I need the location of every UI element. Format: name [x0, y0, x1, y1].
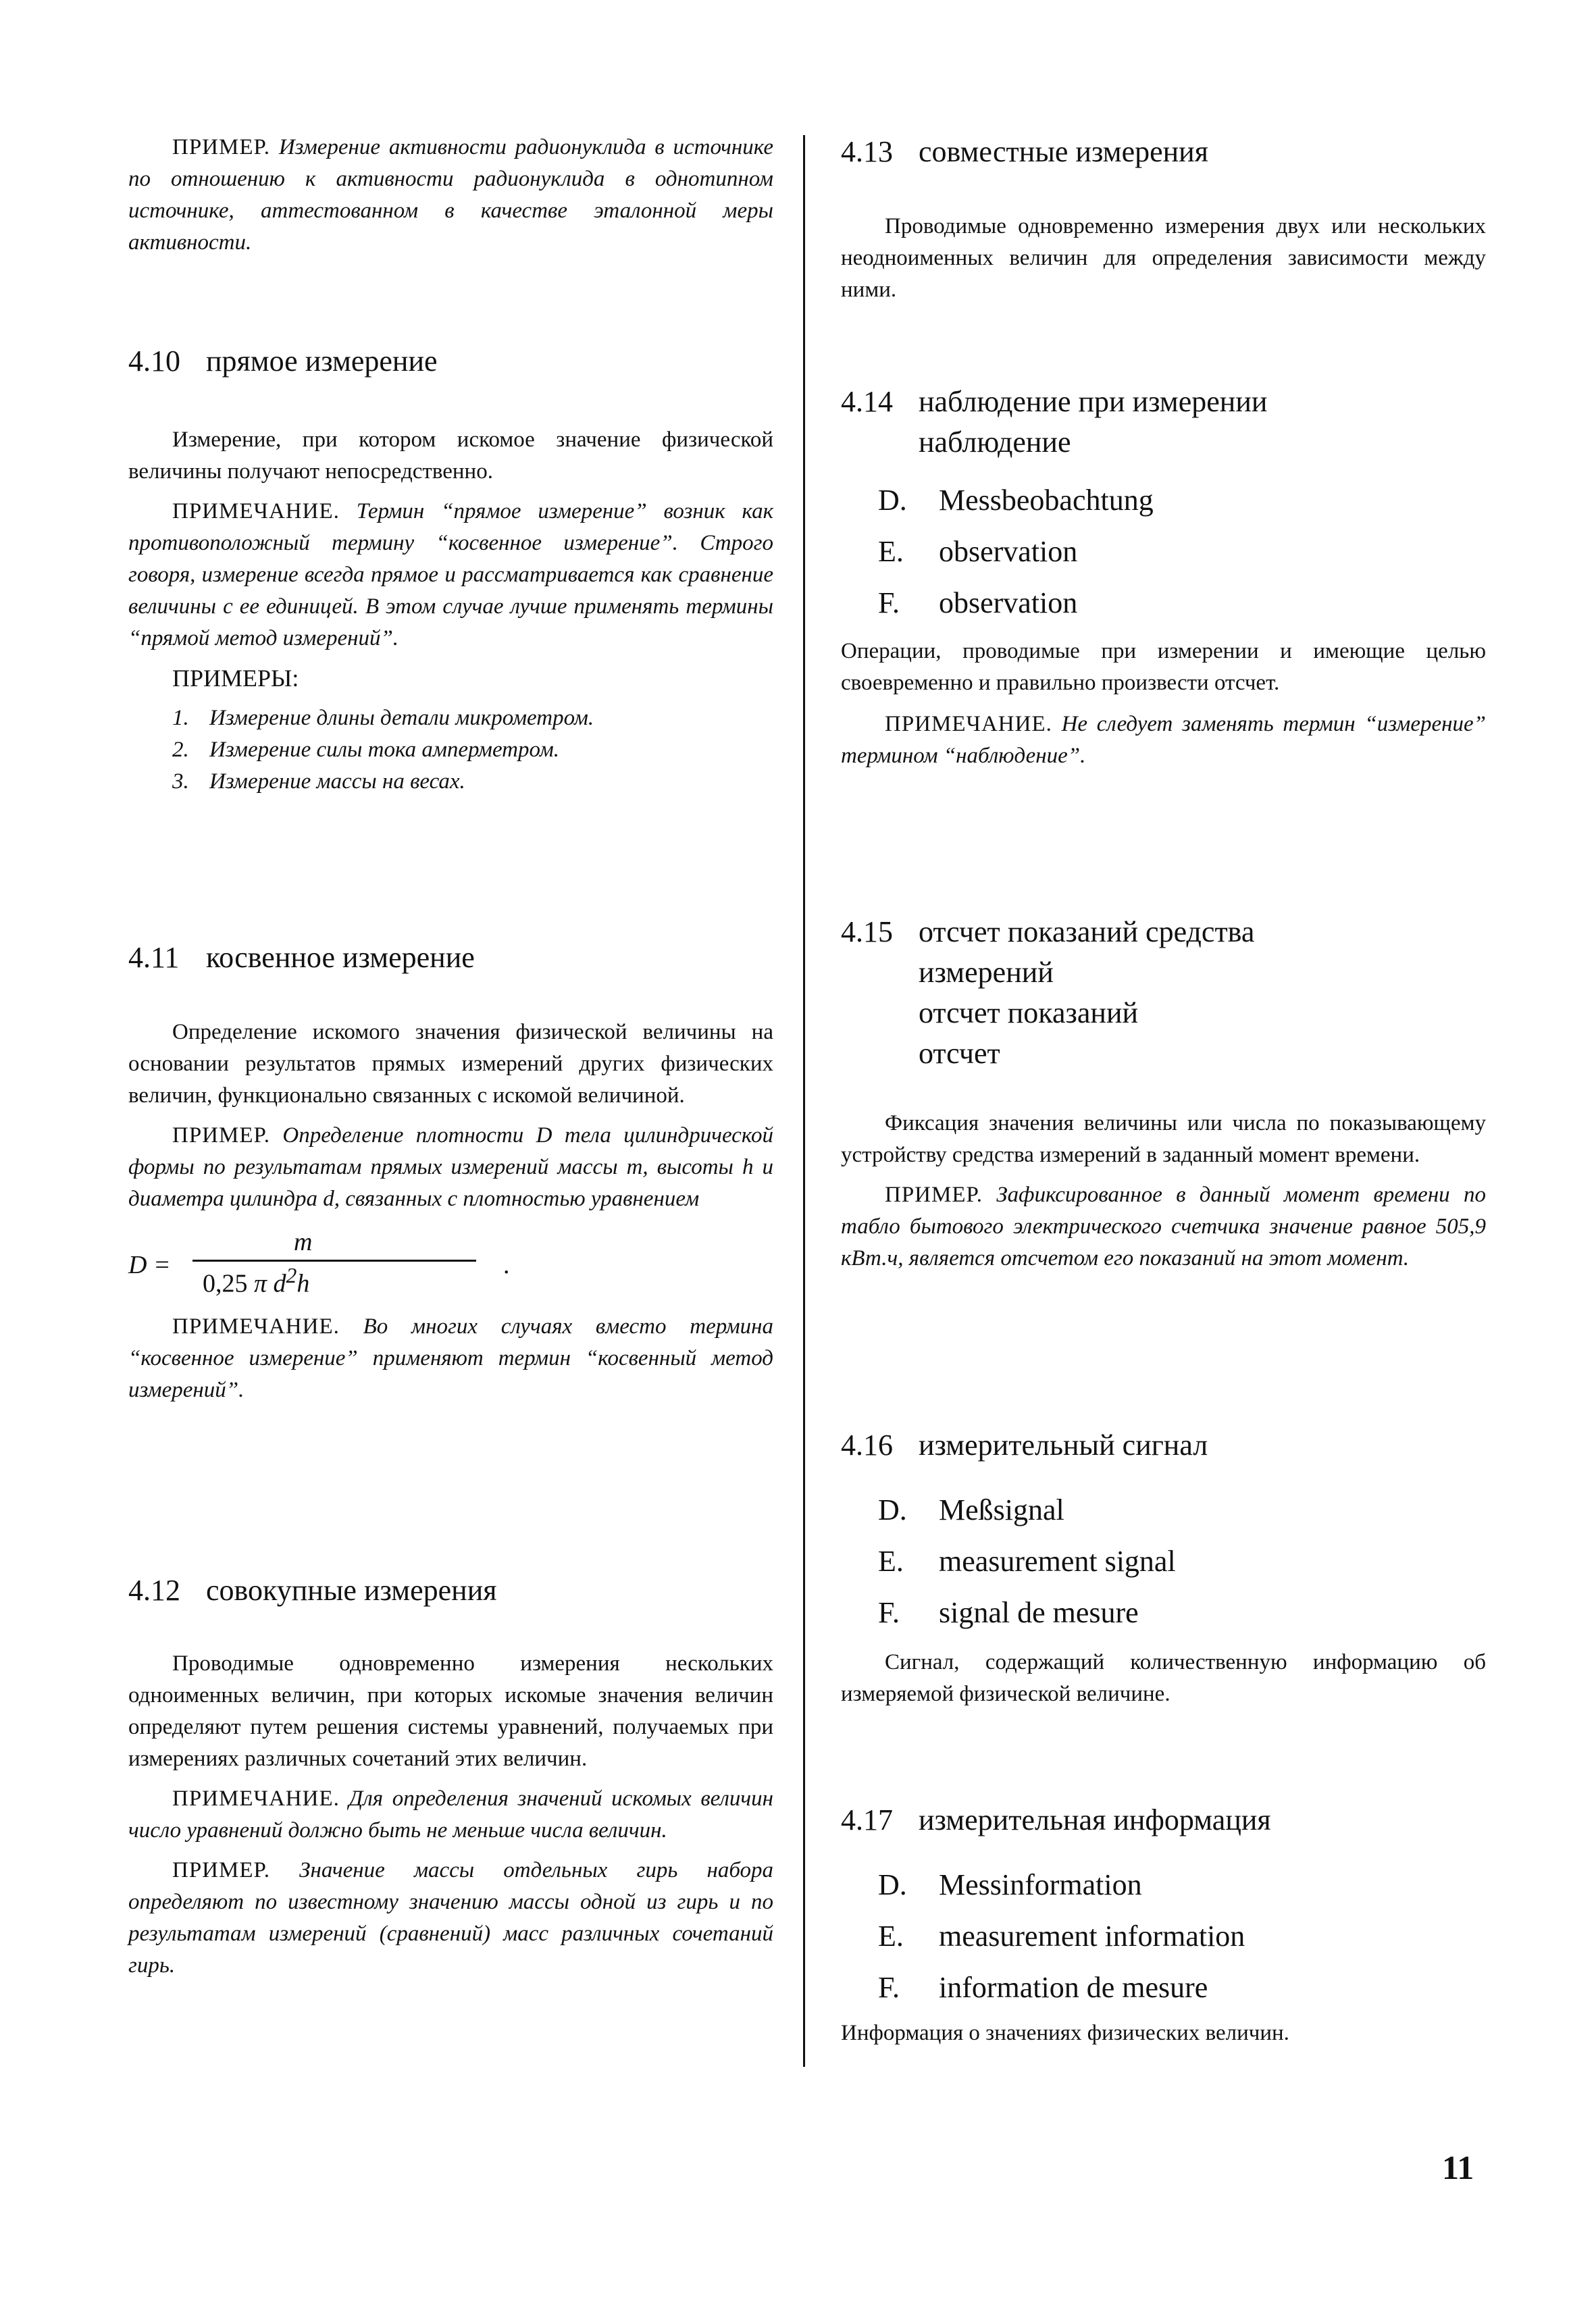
section-title: совместные измерения: [919, 135, 1208, 168]
note-text: Не следует заменять термин “измерение” термином “наблюдение”.: [841, 712, 1487, 768]
example-text: Значение массы отдельных гирь набора определяют по известному значению массы одной из гирь и по результатам измерений (сравнений) масс различных сочетаний гирь.: [128, 1858, 774, 1978]
example-label: ПРИМЕР.: [172, 135, 270, 159]
intro-example: [128, 132, 773, 259]
list-item: D. Messinformation: [878, 1868, 1142, 1901]
section-heading: [128, 937, 773, 978]
list-item: E. measurement information: [878, 1920, 1245, 1953]
section-4-11: [128, 937, 773, 978]
section-synonym: наблюдение: [919, 426, 1071, 459]
list-item: F. information de mesure: [878, 1971, 1208, 2004]
note-label: ПРИМЕЧАНИЕ.: [172, 499, 340, 523]
translations-list: [841, 1859, 1486, 2013]
note-text: Во многих случаях вместо термина “косвенное измерение” применяют термин “косвенный метод измерений”.: [128, 1314, 774, 1402]
section-heading: [128, 1570, 773, 1611]
note-text: Термин “прямое измерение” возник как противоположный термину “косвенное измерение”. Строго говоря, измерение всегда прямое и рассматривается как сравнение величины с ее единицей. В этом случае лучше применять термины “прямой метод измерений”.: [128, 499, 774, 650]
section-title: косвенное измерение: [206, 941, 475, 974]
section-heading: [841, 1800, 1486, 1841]
examples-list: [128, 702, 773, 798]
section-title: отсчет показаний средства: [919, 915, 1255, 948]
formula-tail: .: [503, 1251, 510, 1279]
list-item: D. Messbeobachtung: [878, 484, 1154, 517]
translations-list: [841, 1485, 1486, 1639]
note: [128, 1783, 773, 1847]
example-label: ПРИМЕР.: [172, 1858, 270, 1882]
example: [128, 1855, 773, 1982]
section-synonym: отсчет: [919, 1037, 1000, 1070]
section-title: прямое измерение: [206, 344, 438, 378]
section-title: измерительный сигнал: [919, 1429, 1208, 1462]
list-item: 2. Измерение силы тока амперметром.: [172, 738, 560, 762]
section-number: 4.12: [128, 1574, 180, 1607]
example: [128, 1120, 773, 1215]
section-4-10-body: [128, 424, 773, 798]
section-title-continued: измерений: [919, 956, 1054, 989]
example-text: Измерение активности радионуклида в источнике по отношению к активности радионуклида в однотипном источнике, аттестованном в качестве эталонной меры активности.: [128, 135, 774, 255]
section-title: наблюдение при измерении: [919, 385, 1268, 418]
section-4-12: [128, 1570, 773, 1611]
page-number: 11: [1442, 2149, 1474, 2186]
section-4-12-body: [128, 1648, 773, 1982]
note-text: Для определения значений искомых величин число уравнений должно быть не меньше числа величин.: [128, 1786, 773, 1843]
section-4-15-body: [841, 1108, 1486, 1275]
definition: Фиксация значения величины или числа по показывающему устройству средства измерений в заданный момент времени.: [841, 1111, 1486, 1167]
section-4-10: [128, 341, 773, 382]
note-label: ПРИМЕЧАНИЕ.: [172, 1786, 340, 1811]
definition: Проводимые одновременно измерения нескольких одноименных величин, при которых искомые значения величин определяют путем решения системы уравнений, получаемых при измерениях различных сочетаний этих величин.: [128, 1651, 773, 1771]
section-number: 4.10: [128, 344, 180, 378]
definition: Сигнал, содержащий количественную информацию об измеряемой физической величине.: [841, 1650, 1486, 1706]
example-text: Зафиксированное в данный момент времени по табло бытового электрического счетчика значение равное 505,9 кВт.ч, является отсчетом его показаний на этот момент.: [841, 1183, 1486, 1270]
example: [841, 1179, 1486, 1275]
formula-lhs: D =: [128, 1251, 171, 1279]
section-4-15: [841, 912, 1486, 1074]
section-number: 4.15: [841, 915, 893, 948]
note: [128, 1311, 773, 1406]
column-divider: [803, 135, 805, 2067]
note-label: ПРИМЕЧАНИЕ.: [885, 712, 1052, 736]
density-formula: [128, 1230, 773, 1304]
section-heading: [841, 132, 1486, 172]
note: [128, 496, 773, 654]
list-item: F. signal de mesure: [878, 1596, 1139, 1629]
example-label: ПРИМЕР.: [172, 1123, 270, 1148]
formula-denominator: 0,25 π $d^2h$: [203, 1264, 310, 1298]
translations-list: [841, 475, 1486, 629]
example-label: ПРИМЕР.: [885, 1183, 983, 1207]
section-heading: [841, 382, 1486, 463]
definition: Определение искомого значения физической величины на основании результатов прямых измерений других физических величин, функционально связанных с искомой величиной.: [128, 1020, 773, 1108]
definition: Информация о значениях физических величин.: [841, 2021, 1289, 2045]
definition: Проводимые одновременно измерения двух или нескольких неодноименных величин для определения зависимости между ними.: [841, 214, 1486, 302]
section-4-14: [841, 382, 1486, 772]
list-item: E. measurement signal: [878, 1545, 1176, 1578]
section-heading: [841, 912, 1486, 1074]
list-item: 3. Измерение массы на весах.: [172, 769, 465, 794]
section-number: 4.17: [841, 1803, 893, 1836]
formula-numerator: m: [294, 1228, 313, 1256]
section-number: 4.16: [841, 1429, 893, 1462]
section-4-17: [841, 1800, 1486, 2049]
section-4-11-body: [128, 1017, 773, 1406]
section-number: 4.14: [841, 385, 893, 418]
section-heading: [128, 341, 773, 382]
list-item: F. observation: [878, 586, 1078, 619]
list-item: D. Meßsignal: [878, 1493, 1064, 1526]
section-4-13: [841, 132, 1486, 172]
section-heading: [841, 1425, 1486, 1466]
examples-label: ПРИМЕРЫ:: [172, 665, 299, 692]
section-number: 4.13: [841, 135, 893, 168]
definition: Измерение, при котором искомое значение физической величины получают непосредственно.: [128, 428, 773, 484]
section-4-13-body: [841, 211, 1486, 306]
section-title: совокупные измерения: [206, 1574, 497, 1607]
note: [841, 709, 1486, 772]
list-item: 1. Измерение длины детали микрометром.: [172, 706, 594, 730]
example-text: Определение плотности D тела цилиндрической формы по результатам прямых измерений массы m, высоты h и диаметра цилиндра d, связанных с плотностью уравнением: [128, 1123, 774, 1211]
note-label: ПРИМЕЧАНИЕ.: [172, 1314, 340, 1339]
section-4-16: [841, 1425, 1486, 1710]
section-title: измерительная информация: [919, 1803, 1271, 1836]
section-number: 4.11: [128, 941, 180, 974]
section-synonym: отсчет показаний: [919, 996, 1139, 1029]
list-item: E. observation: [878, 535, 1078, 568]
definition: Операции, проводимые при измерении и имеющие целью своевременно и правильно произвести отсчет.: [841, 639, 1486, 695]
fraction-bar: [192, 1260, 476, 1262]
